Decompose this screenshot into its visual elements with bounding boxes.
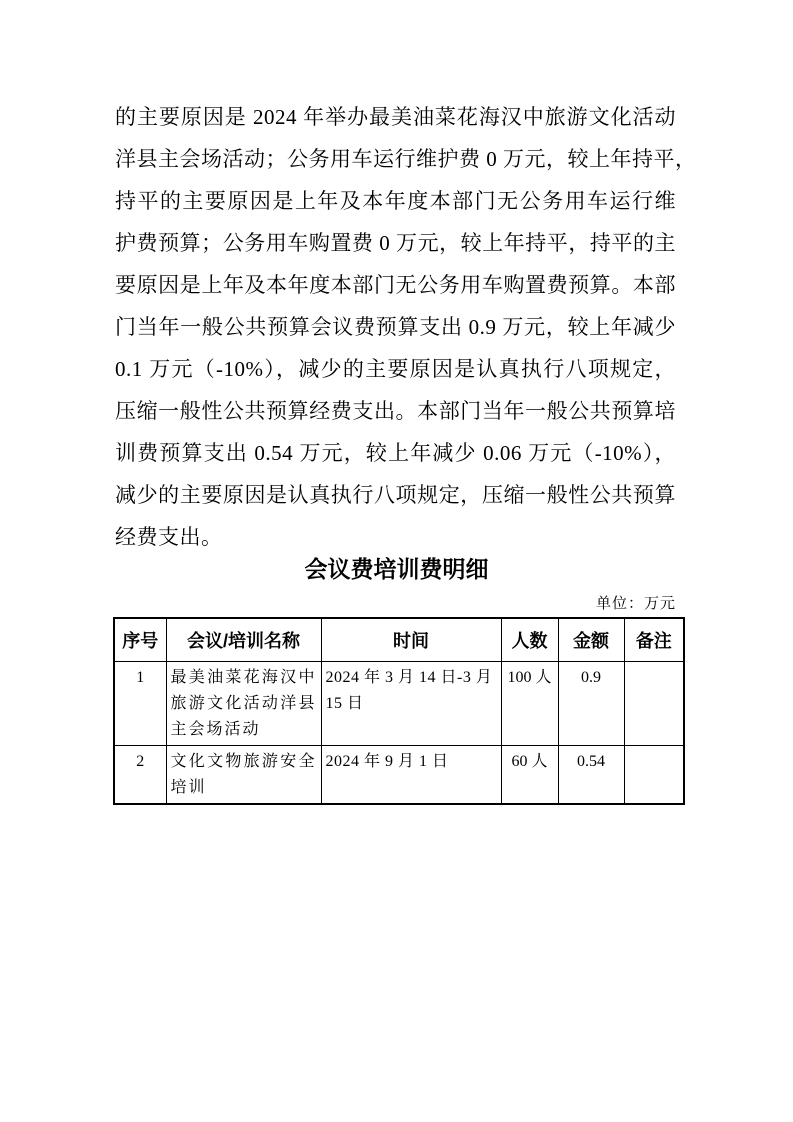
paragraph-line: 经费支出。 bbox=[115, 525, 223, 549]
header-people: 人数 bbox=[501, 618, 558, 662]
cell-note bbox=[624, 662, 684, 746]
cell-amount: 0.54 bbox=[558, 746, 624, 805]
table-row bbox=[114, 662, 684, 746]
paragraph-line: 持平的主要原因是上年及本年度本部门无公务用车运行维 bbox=[115, 189, 676, 213]
paragraph-line: 减少的主要原因是认真执行八项规定，压缩一般性公共预算 bbox=[115, 483, 676, 507]
cell-time: 2024 年 9 月 1 日 bbox=[321, 746, 501, 805]
paragraph-line: 训费预算支出 0.54 万元，较上年减少 0.06 万元（-10%）， bbox=[115, 441, 676, 465]
cell-note bbox=[624, 746, 684, 805]
meeting-training-fee-table bbox=[113, 617, 685, 805]
header-seq: 序号 bbox=[114, 618, 166, 662]
paragraph-line: 门当年一般公共预算会议费预算支出 0.9 万元，较上年减少 bbox=[115, 315, 676, 339]
table-row bbox=[114, 746, 684, 805]
cell-name: 最美油菜花海汉中旅游文化活动洋县主会场活动 bbox=[166, 662, 321, 746]
header-amount: 金额 bbox=[558, 618, 624, 662]
cell-seq: 1 bbox=[114, 662, 166, 746]
paragraph-line: 压缩一般性公共预算经费支出。本部门当年一般公共预算培 bbox=[115, 399, 676, 423]
section-title: 会议费培训费明细 bbox=[304, 556, 489, 582]
cell-name: 文化文物旅游安全培训 bbox=[166, 746, 321, 805]
cell-amount: 0.9 bbox=[558, 662, 624, 746]
paragraph-line: 要原因是上年及本年度本部门无公务用车购置费预算。本部 bbox=[115, 273, 676, 297]
paragraph-line: 护费预算；公务用车购置费 0 万元，较上年持平，持平的主 bbox=[115, 231, 676, 255]
table-header-row bbox=[114, 618, 684, 662]
paragraph-line: 0.1 万元（-10%），减少的主要原因是认真执行八项规定， bbox=[115, 357, 676, 381]
paragraph-line: 洋县主会场活动；公务用车运行维护费 0 万元，较上年持平， bbox=[115, 147, 697, 171]
unit-label: 单位：万元 bbox=[595, 596, 676, 612]
body-paragraph bbox=[115, 96, 697, 558]
paragraph-line: 的主要原因是 2024 年举办最美油菜花海汉中旅游文化活动 bbox=[115, 105, 676, 129]
cell-people: 60 人 bbox=[501, 746, 558, 805]
header-time: 时间 bbox=[321, 618, 501, 662]
header-name: 会议/培训名称 bbox=[166, 618, 321, 662]
cell-people: 100 人 bbox=[501, 662, 558, 746]
header-note: 备注 bbox=[624, 618, 684, 662]
cell-time: 2024 年 3 月 14 日-3 月 15 日 bbox=[321, 662, 501, 746]
cell-seq: 2 bbox=[114, 746, 166, 805]
